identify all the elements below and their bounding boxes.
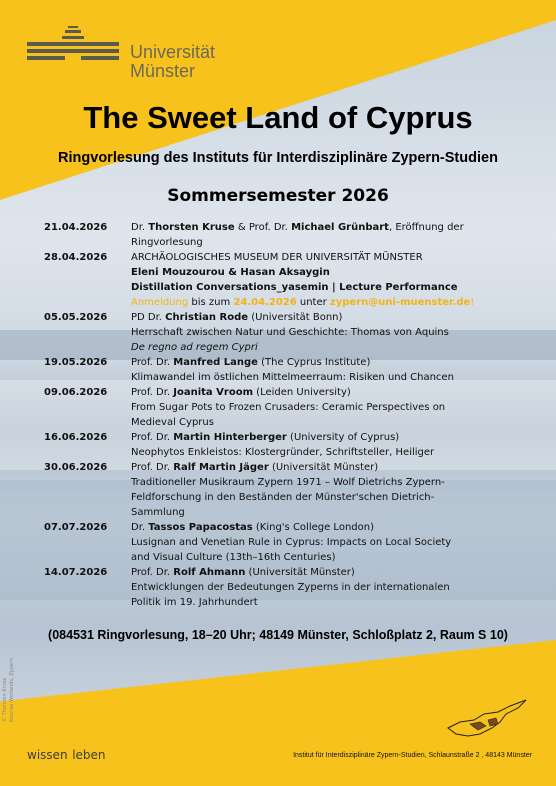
schedule-entry (44, 430, 514, 460)
slogan-part2: leben (72, 748, 106, 762)
entry-text: ! (470, 297, 475, 308)
schedule-entry (44, 355, 514, 385)
entry-text: Politik im 19. Jahrhundert (131, 597, 258, 608)
entry-line (131, 400, 514, 415)
poster-subtitle: Ringvorlesung des Instituts für Interdisziplinäre Zypern-Studien (58, 150, 498, 166)
entry-text: Dr. (131, 222, 149, 233)
entry-details (131, 220, 514, 250)
schedule-entry (44, 460, 514, 520)
entry-line (131, 430, 514, 445)
entry-line (131, 475, 514, 490)
schedule-entry (44, 565, 514, 610)
schedule-entry (44, 520, 514, 565)
schedule-entry (44, 250, 514, 310)
entry-line (131, 355, 514, 370)
logo-mark-bar (27, 42, 119, 46)
entry-text: Distillation Conversations_yasemin | Lecture Performance (131, 282, 458, 293)
entry-text: Prof. Dr. (131, 357, 174, 368)
venue-info: (084531 Ringvorlesung, 18–20 Uhr; 48149 Münster, Schloßplatz 2, Raum S 10) (48, 628, 508, 642)
entry-line (131, 280, 514, 295)
logo-mark-bar (65, 30, 81, 33)
semester-heading: Sommersemester 2026 (167, 186, 389, 206)
entry-text: (University of Cyprus) (286, 432, 400, 443)
entry-line (131, 295, 514, 310)
slogan (27, 748, 106, 762)
entry-text: zypern@uni-muenster.de (329, 297, 471, 308)
photo-credit-line2: Kourias Wetlands, Zypern (9, 658, 15, 722)
entry-text: Joanita Vroom (173, 387, 253, 398)
logo-mark-bar (68, 26, 78, 28)
entry-text: (Universität Bonn) (248, 312, 343, 323)
entry-text: From Sugar Pots to Frozen Crusaders: Ceramic Perspectives on (131, 402, 446, 413)
schedule-entry (44, 385, 514, 430)
entry-text: Lusignan and Venetian Rule in Cyprus: Impacts on Local Society (131, 537, 452, 548)
entry-text: , Eröffnung der (388, 222, 464, 233)
entry-details (131, 310, 514, 355)
entry-text: (The Cyprus Institute) (257, 357, 371, 368)
entry-text: ARCHÄOLOGISCHES MUSEUM DER UNIVERSITÄT MÜNSTER (131, 252, 423, 263)
entry-text: Ringvorlesung (131, 237, 203, 248)
university-logo (27, 26, 227, 80)
entry-text: (Universität Münster) (268, 462, 379, 473)
entry-line (131, 460, 514, 475)
entry-date: 09.06.2026 (44, 387, 108, 398)
photo-credit-line1: © Thorsten Kruse (2, 677, 8, 722)
entry-line (131, 535, 514, 550)
poster-title: The Sweet Land of Cyprus (83, 100, 473, 135)
entry-text: Rolf Ahmann (173, 567, 246, 578)
entry-line (131, 220, 514, 235)
photo-credit (2, 658, 16, 722)
entry-details (131, 565, 514, 610)
entry-text: bis zum (188, 297, 234, 308)
entry-line (131, 445, 514, 460)
entry-line (131, 490, 514, 505)
institute-address: Institut für Interdisziplinäre Zypern-Studien, Schlaunstraße 2 , 48143 Münster (293, 752, 532, 759)
entry-line (131, 370, 514, 385)
entry-text: Klimawandel im östlichen Mittelmeerraum: Risiken und Chancen (131, 372, 454, 383)
entry-line (131, 415, 514, 430)
entry-text: Martin Hinterberger (173, 432, 287, 443)
logo-mark-bar (81, 56, 119, 60)
entry-line (131, 385, 514, 400)
entry-text: unter (296, 297, 330, 308)
entry-text: Prof. Dr. (131, 462, 174, 473)
schedule-entry (44, 220, 514, 250)
entry-line (131, 595, 514, 610)
entry-text: Prof. Dr. (131, 387, 174, 398)
entry-text: Sammlung (131, 507, 185, 518)
entry-date: 30.06.2026 (44, 462, 108, 473)
entry-date: 05.05.2026 (44, 312, 108, 323)
entry-line (131, 265, 514, 280)
entry-text: Herrschaft zwischen Natur und Geschichte: Thomas von Aquins (131, 327, 449, 338)
entry-text: Prof. Dr. (131, 432, 174, 443)
entry-date: 21.04.2026 (44, 222, 108, 233)
entry-text: Traditioneller Musikraum Zypern 1971 – Wolf Dietrichs Zypern- (131, 477, 445, 488)
schedule-entry (44, 310, 514, 355)
entry-details (131, 385, 514, 430)
entry-line (131, 565, 514, 580)
entry-details (131, 460, 514, 520)
entry-line (131, 340, 514, 355)
entry-text: Michael Grünbart (291, 222, 389, 233)
entry-text: (Universität Münster) (245, 567, 355, 578)
entry-line (131, 580, 514, 595)
entry-details (131, 430, 514, 460)
slogan-part1: wissen (27, 748, 68, 762)
slogan-dot: . (67, 748, 73, 762)
entry-line (131, 235, 514, 250)
entry-text: PD Dr. (131, 312, 166, 323)
entry-text: Eleni Mouzourou & Hasan Aksaygin (131, 267, 330, 278)
entry-line (131, 325, 514, 340)
entry-text: Medieval Cyprus (131, 417, 214, 428)
logo-mark-bar (27, 56, 65, 60)
university-name-line1: Universität (130, 42, 216, 62)
cyprus-map-icon (440, 698, 530, 740)
entry-text: (King's College London) (252, 522, 374, 533)
entry-details (131, 250, 514, 310)
university-name-line2: Münster (130, 61, 196, 81)
entry-text: Manfred Lange (173, 357, 258, 368)
entry-text: Thorsten Kruse (148, 222, 235, 233)
logo-mark-bar (62, 36, 84, 39)
entry-text: & Prof. Dr. (234, 222, 292, 233)
entry-details (131, 520, 514, 565)
entry-text: Tassos Papacostas (148, 522, 253, 533)
entry-text: Anmeldung (131, 297, 189, 308)
entry-text: Neophytos Enkleistos: Klostergründer, Schriftsteller, Heiliger (131, 447, 435, 458)
entry-date: 19.05.2026 (44, 357, 108, 368)
entry-line (131, 550, 514, 565)
entry-text: 24.04.2026 (233, 297, 297, 308)
entry-text: and Visual Culture (13th–16th Centuries) (131, 552, 336, 563)
entry-date: 07.07.2026 (44, 522, 108, 533)
entry-text: Dr. (131, 522, 149, 533)
entry-text: Prof. Dr. (131, 567, 174, 578)
lecture-schedule (44, 220, 514, 610)
entry-text: Feldforschung in den Beständen der Münster'schen Dietrich- (131, 492, 435, 503)
logo-mark-bar (27, 49, 119, 53)
entry-line (131, 520, 514, 535)
entry-line (131, 505, 514, 520)
entry-text: Ralf Martin Jäger (173, 462, 269, 473)
entry-line (131, 310, 514, 325)
entry-text: De regno ad regem Cypri (131, 342, 258, 353)
entry-details (131, 355, 514, 385)
entry-date: 16.06.2026 (44, 432, 108, 443)
entry-line (131, 250, 514, 265)
entry-text: (Leiden University) (253, 387, 351, 398)
entry-date: 28.04.2026 (44, 252, 108, 263)
entry-text: Christian Rode (165, 312, 249, 323)
entry-date: 14.07.2026 (44, 567, 108, 578)
entry-text: Entwicklungen der Bedeutungen Zyperns in der internationalen (131, 582, 450, 593)
